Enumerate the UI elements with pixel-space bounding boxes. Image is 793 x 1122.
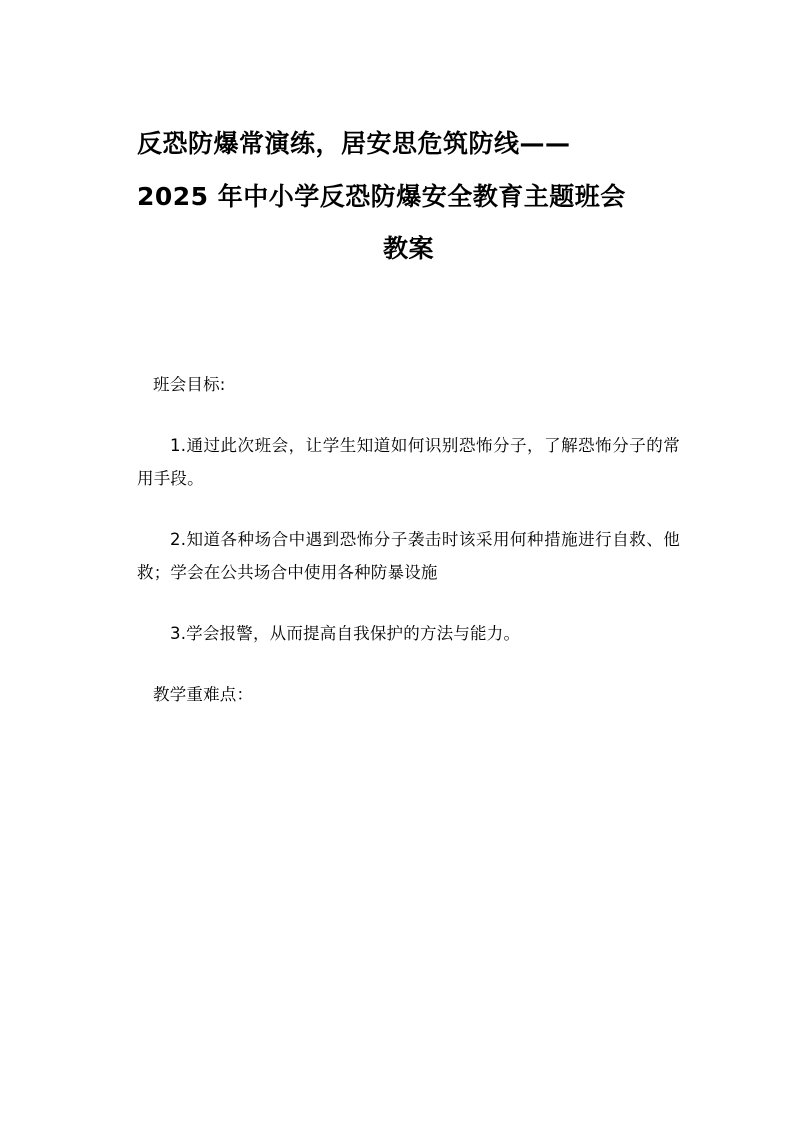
page-title [137,118,680,276]
title-line-3: 教案 [382,234,434,263]
objective-item-2: 2.知道各种场合中遇到恐怖分子袭击时该采用何种措施进行自救、他救；学会在公共场合中使用各种防暴设施 [137,529,680,582]
key-points-heading: 教学重难点： [153,684,254,704]
title-line-1: 反恐防爆常演练，居安思危筑防线—— [137,129,571,158]
title-line-2: 2025 年中小学反恐防爆安全教育主题班会 [137,181,626,211]
objectives-heading: 班会目标: [153,374,226,394]
objective-item-1: 1.通过此次班会，让学生知道如何识别恐怖分子，了解恐怖分子的常用手段。 [137,435,680,488]
objective-item-3: 3.学会报警，从而提高自我保护的方法与能力。 [170,623,521,643]
document-body [137,368,680,711]
